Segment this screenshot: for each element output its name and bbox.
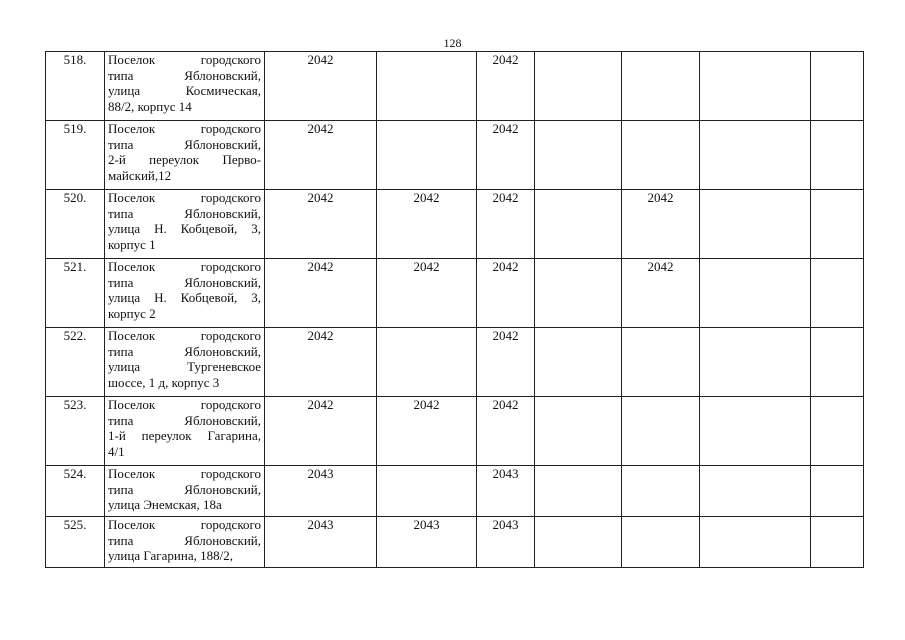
year-cell-c7 (811, 259, 864, 328)
year-cell-c7 (811, 397, 864, 466)
year-cell-c2 (377, 52, 477, 121)
address-line: типа Яблоновский, (108, 481, 261, 497)
year-cell-c6 (700, 190, 811, 259)
year-cell-c3: 2042 (477, 328, 535, 397)
address-line: 2-й переулок Перво- (108, 152, 261, 167)
year-cell-c5: 2042 (622, 190, 700, 259)
address-line: Поселок городского (108, 328, 261, 343)
table-row (46, 466, 864, 517)
year-cell-c1: 2042 (265, 259, 377, 328)
address-cell (105, 121, 265, 190)
address-line: Поселок городского (108, 517, 261, 532)
year-cell-c6 (700, 397, 811, 466)
year-cell-c7 (811, 190, 864, 259)
address-line: улица Космическая, (108, 83, 261, 98)
address-line: улица Н. Кобцевой, 3, (108, 221, 261, 236)
year-cell-c3: 2042 (477, 259, 535, 328)
year-cell-c4 (535, 328, 622, 397)
year-cell-c4 (535, 466, 622, 517)
address-line: типа Яблоновский, (108, 412, 261, 428)
row-number: 525. (46, 517, 105, 568)
year-cell-c1: 2043 (265, 466, 377, 517)
address-cell (105, 259, 265, 328)
row-number: 518. (46, 52, 105, 121)
year-cell-c3: 2042 (477, 121, 535, 190)
year-cell-c2: 2042 (377, 259, 477, 328)
address-line: Поселок городского (108, 397, 261, 412)
address-line: улица Н. Кобцевой, 3, (108, 290, 261, 305)
year-cell-c2 (377, 121, 477, 190)
year-cell-c5 (622, 328, 700, 397)
row-number: 520. (46, 190, 105, 259)
year-cell-c2: 2042 (377, 397, 477, 466)
address-line: типа Яблоновский, (108, 205, 261, 221)
year-cell-c1: 2042 (265, 190, 377, 259)
year-cell-c7 (811, 328, 864, 397)
year-cell-c2 (377, 466, 477, 517)
address-line: Поселок городского (108, 52, 261, 67)
year-cell-c4 (535, 259, 622, 328)
year-cell-c7 (811, 466, 864, 517)
address-line: типа Яблоновский, (108, 274, 261, 290)
year-cell-c1: 2042 (265, 52, 377, 121)
year-cell-c6 (700, 328, 811, 397)
year-cell-c4 (535, 397, 622, 466)
address-line: улица Гагарина, 188/2, (108, 548, 233, 563)
address-line: улица Энемская, 18а (108, 497, 222, 512)
year-cell-c4 (535, 517, 622, 568)
address-line: Поселок городского (108, 466, 261, 481)
table-row (46, 52, 864, 121)
address-line: типа Яблоновский, (108, 67, 261, 83)
year-cell-c2 (377, 328, 477, 397)
year-cell-c2: 2042 (377, 190, 477, 259)
row-number: 522. (46, 328, 105, 397)
row-number: 523. (46, 397, 105, 466)
year-cell-c5 (622, 397, 700, 466)
address-line: улица Тургеневское (108, 359, 261, 374)
address-line: Поселок городского (108, 190, 261, 205)
year-cell-c3: 2042 (477, 52, 535, 121)
address-cell (105, 328, 265, 397)
address-line: типа Яблоновский, (108, 532, 261, 548)
row-number: 519. (46, 121, 105, 190)
year-cell-c4 (535, 121, 622, 190)
year-cell-c6 (700, 517, 811, 568)
address-line: корпус 2 (108, 305, 156, 321)
address-line: типа Яблоновский, (108, 343, 261, 359)
address-line: майский,12 (108, 167, 172, 183)
year-cell-c4 (535, 190, 622, 259)
year-cell-c6 (700, 259, 811, 328)
address-cell (105, 190, 265, 259)
year-cell-c6 (700, 121, 811, 190)
address-line: типа Яблоновский, (108, 136, 261, 152)
table-row (46, 397, 864, 466)
table-row (46, 121, 864, 190)
table-row (46, 190, 864, 259)
year-cell-c5 (622, 52, 700, 121)
row-number: 524. (46, 466, 105, 517)
year-cell-c7 (811, 121, 864, 190)
address-cell (105, 466, 265, 517)
address-line: Поселок городского (108, 259, 261, 274)
address-line: Поселок городского (108, 121, 261, 136)
year-cell-c1: 2042 (265, 328, 377, 397)
year-cell-c5: 2042 (622, 259, 700, 328)
row-number: 521. (46, 259, 105, 328)
table-row (46, 259, 864, 328)
year-cell-c6 (700, 52, 811, 121)
year-cell-c3: 2043 (477, 466, 535, 517)
year-cell-c7 (811, 517, 864, 568)
year-cell-c3: 2042 (477, 397, 535, 466)
page-number: 128 (443, 36, 462, 50)
housing-registry-table (45, 51, 864, 568)
address-line: 1-й переулок Гагарина, (108, 428, 261, 443)
year-cell-c6 (700, 466, 811, 517)
table-row (46, 328, 864, 397)
address-line: 88/2, корпус 14 (108, 98, 192, 114)
year-cell-c4 (535, 52, 622, 121)
year-cell-c2: 2043 (377, 517, 477, 568)
year-cell-c5 (622, 466, 700, 517)
address-cell (105, 517, 265, 568)
year-cell-c1: 2042 (265, 121, 377, 190)
address-cell (105, 52, 265, 121)
year-cell-c7 (811, 52, 864, 121)
year-cell-c3: 2043 (477, 517, 535, 568)
table-row (46, 517, 864, 568)
year-cell-c1: 2043 (265, 517, 377, 568)
address-cell (105, 397, 265, 466)
address-line: корпус 1 (108, 236, 156, 252)
address-line: шоссе, 1 д, корпус 3 (108, 374, 220, 390)
year-cell-c3: 2042 (477, 190, 535, 259)
year-cell-c5 (622, 517, 700, 568)
year-cell-c1: 2042 (265, 397, 377, 466)
year-cell-c5 (622, 121, 700, 190)
address-line: 4/1 (108, 443, 125, 459)
